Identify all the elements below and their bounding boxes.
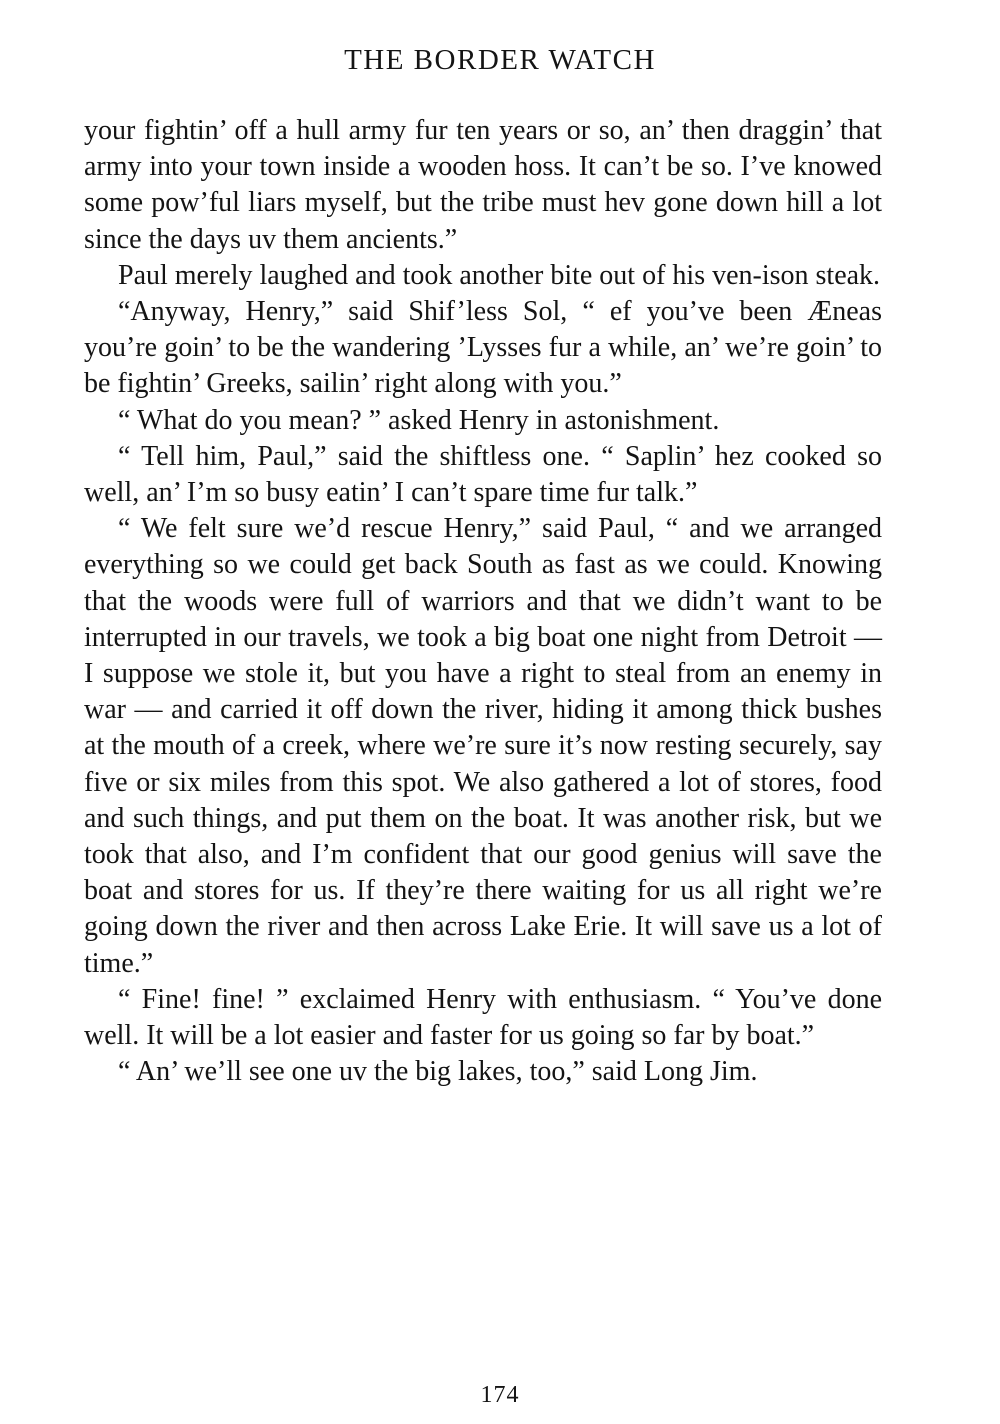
paragraph: “ We felt sure we’d rescue Henry,” said Paul, “ and we arranged everything so we could get back South as fast as we could. Knowing that the woods were full of warriors and that we didn’t want to be interrupted in our travels, we took a big boat one night from Detroit — I suppose we stole it, but you have a right to steal from an enemy in war — and carried it off down the river, hiding it among thick bushes at the mouth of a creek, where we’re sure it’s now resting securely, say five or six miles from this spot. We also gathered a lot of stores, food and such things, and put them on the boat. It was another risk, but we took that also, and I’m confident that our good genius will save the boat and stores for us. If they’re there waiting for us all right we’re going down the river and then across Lake Erie. It will save us a lot of time.” [84,513,882,979]
paragraph: “ An’ we’ll see one uv the big lakes, too,” said Long Jim. [118,1056,758,1088]
paragraph: “ What do you mean? ” asked Henry in astonishment. [118,404,720,436]
page-number: 174 [480,1382,520,1408]
paragraph: Paul merely laughed and took another bite out of his ven-ison steak. [118,259,881,291]
paragraph: “ Fine! fine! ” exclaimed Henry with enthusiasm. “ You’ve done well. It will be a lot easier and faster for us going so far by boat.” [84,983,882,1052]
paragraph: your fightin’ off a hull army fur ten years or so, an’ then draggin’ that army into your town inside a wooden hoss. It can’t be so. I’ve knowed some pow’ful liars myself, but the tribe must hev gone down hill a lot since the days uv them ancients.” [84,115,882,255]
paragraph: “Anyway, Henry,” said Shif’less Sol, “ ef you’ve been Æneas you’re goin’ to be the wandering ’Lysses fur a while, an’ we’re goin’ to be fightin’ Greeks, sailin’ right along with you.” [84,296,882,400]
running-title: THE BORDER WATCH [344,44,656,76]
paragraph: “ Tell him, Paul,” said the shiftless one. “ Saplin’ hez cooked so well, an’ I’m so busy eatin’ I can’t spare time fur talk.” [84,440,882,509]
body-text [84,113,882,1090]
